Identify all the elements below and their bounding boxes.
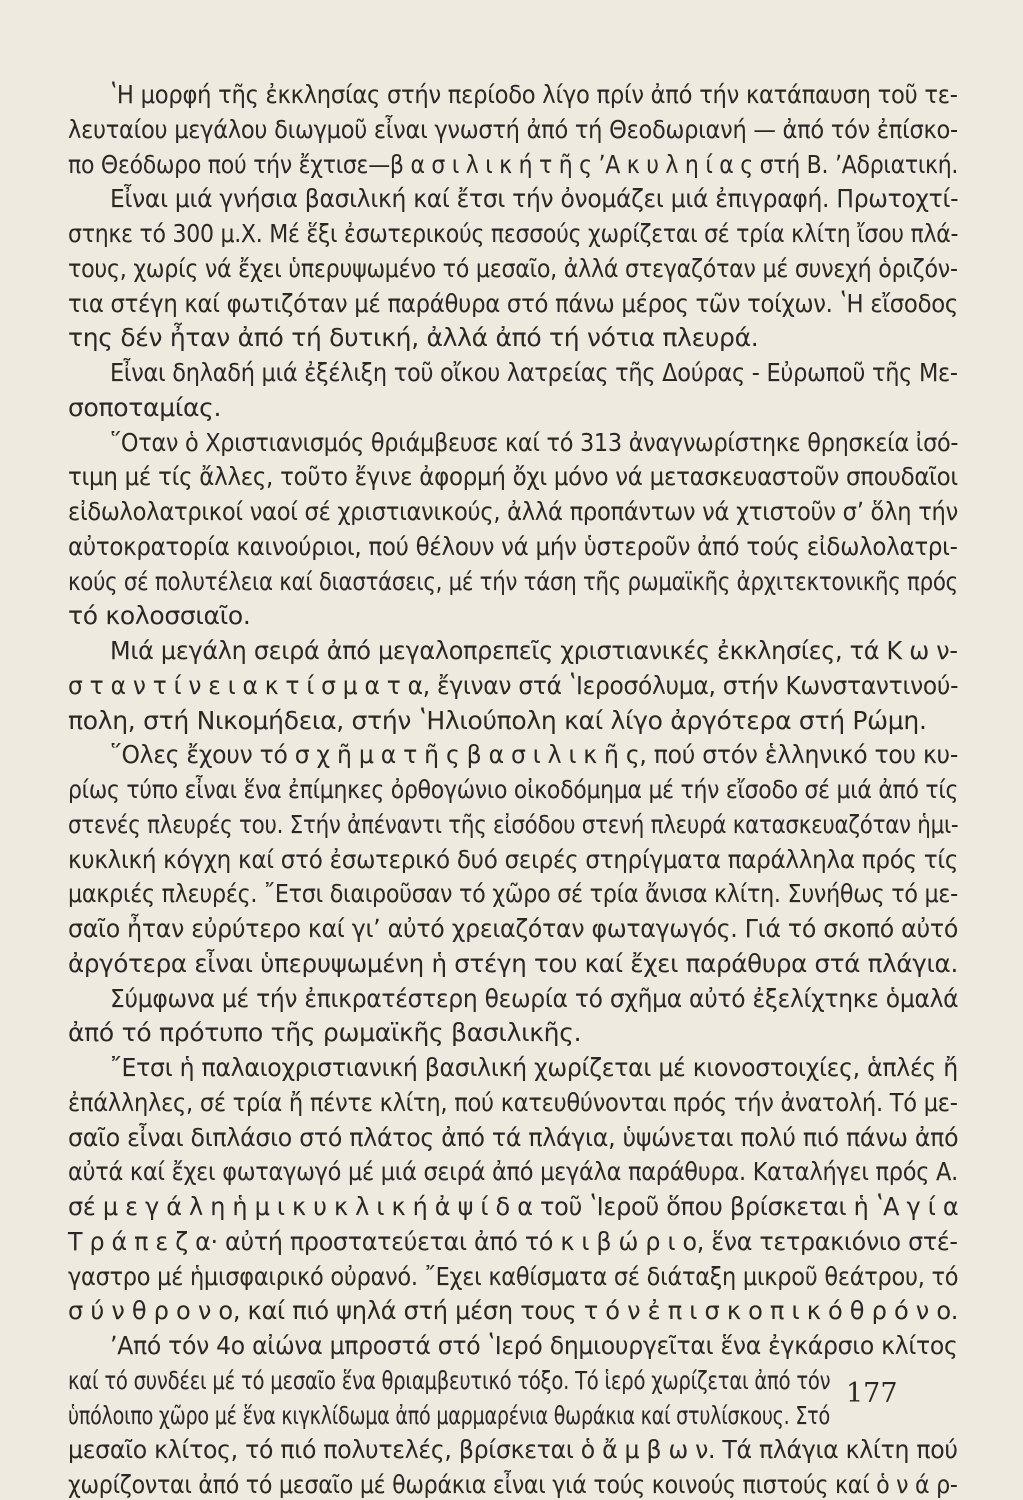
text-line: μακριές πλευρές. ῎Ετσι διαιροῦσαν τό χῶρο σέ τρία ἄνισα κλίτη. Συνήθως τό με- bbox=[68, 879, 958, 908]
text-line: Μιά μεγάλη σειρά ἀπό μεγαλοπρεπεῖς χριστιανικές ἐκκλησίες, τά Κ ω ν- bbox=[110, 636, 958, 665]
text-line: ῎Ετσι ἡ παλαιοχριστιανική βασιλική χωρίζεται μέ κιονοστοιχίες, ἁπλές ἤ bbox=[110, 1053, 958, 1082]
text-line: σ τ α ν τ ί ν ε ι α κ τ ί σ μ α τ α, ἔγιναν στά ʽΙεροσόλυμα, στήν Κωνσταντινού- bbox=[68, 671, 959, 700]
text-line: ὑπόλοιπο χῶρο μέ ἕνα κιγκλίδωμα ἀπό μαρμαρένια θωράκια καί στυλίσκους. Στό bbox=[68, 1401, 830, 1430]
text-line: σαῖο εἶναι διπλάσιο στό πλάτος ἀπό τά πλάγια, ὑψώνεται πολύ πιό πάνω ἀπό bbox=[68, 1123, 959, 1152]
text-line: ἀπό τό πρότυπο τῆς ρωμαϊκῆς βασιλικῆς. bbox=[68, 1018, 582, 1047]
text-line: λευταίου μεγάλου διωγμοῦ εἶναι γνωστή ἀπό τή Θεοδωριανή — ἀπό τόν ἐπίσκο- bbox=[68, 115, 958, 144]
text-line: ἐπάλληλες, σέ τρία ἤ πέντε κλίτη, πού κατευθύνονται πρός τήν ἀνατολή. Τό με- bbox=[68, 1088, 958, 1117]
text-line: τους, χωρίς νά ἔχει ὑπερυψωμένο τό μεσαῖο, ἀλλά στεγαζόταν μέ συνεχή ὁριζόν- bbox=[68, 254, 958, 283]
text-line: μεσαῖο κλίτος, τό πιό πολυτελές, βρίσκεται ὁ ἄ μ β ω ν. Τά πλάγια κλίτη πού bbox=[68, 1435, 958, 1464]
text-line: σαῖο ἦταν εὐρύτερο καί γιʼ αὐτό χρειαζόταν φωταγωγός. Γιά τό σκοπό αὐτό bbox=[68, 914, 959, 943]
text-line: αὐτά καί ἔχει φωταγωγό μέ μιά σειρά ἀπό μεγάλα παράθυρα. Καταλήγει πρός Α. bbox=[68, 1157, 958, 1186]
text-line: ʼΑπό τόν 4ο αἰώνα μπροστά στό ʽΙερό δημιουργεῖται ἕνα ἐγκάρσιο κλίτος bbox=[110, 1331, 958, 1360]
text-line: χωρίζονται ἀπό τό μεσαῖο μέ θωράκια εἶναι γιά τούς κοινούς πιστούς καί ὁ ν ά ρ- bbox=[68, 1470, 958, 1499]
text-line: στηκε τό 300 μ.Χ. Μέ ἕξι ἐσωτερικούς πεσσούς χωρίζεται σέ τρία κλίτη ἴσου πλά- bbox=[68, 219, 959, 248]
text-line: Εἶναι δηλαδή μιά ἐξέλιξη τοῦ οἴκου λατρείας τῆς Δούρας - Εὐρωποῦ τῆς Με- bbox=[110, 358, 958, 387]
text-line: πο Θεόδωρο πού τήν ἔχτισε—β α σ ι λ ι κ ή τ ῆ ς ʼΑ κ υ λ η ί α ς στή Β. ʼΑδριατική. bbox=[68, 150, 959, 179]
text-line: σοποταμίας. bbox=[68, 393, 222, 422]
text-line: κυκλική κόγχη καί στό ἐσωτερικό δυό σειρές στηρίγματα παράλληλα πρός τίς bbox=[68, 845, 959, 874]
text-line: ῞Οταν ὁ Χριστιανισμός θριάμβευσε καί τό 313 ἀναγνωρίστηκε θρησκεία ἰσό- bbox=[110, 428, 959, 457]
text-line: ρίως τύπο εἶναι ἕνα ἐπίμηκες ὀρθογώνιο οἰκοδόμημα μέ τήν εἴσοδο σέ μιά ἀπό τίς bbox=[68, 775, 959, 804]
text-line: εἰδωλολατρικοί ναοί σέ χριστιανικούς, ἀλλά προπάντων νά χτιστοῦν σʼ ὅλη τήν bbox=[68, 497, 958, 526]
text-line: Τ ρ ά π ε ζ α· αὐτή προστατεύεται ἀπό τό κ ι β ώ ρ ι ο, ἕνα τετρακιόνιο στέ- bbox=[68, 1227, 958, 1256]
text-line: της δέν ἦταν ἀπό τή δυτική, ἀλλά ἀπό τή νότια πλευρά. bbox=[68, 323, 759, 352]
text-line: γαστρο μέ ἡμισφαιρικό οὐρανό. ῎Εχει καθίσματα σέ διάταξη μικροῦ θεάτρου, τό bbox=[68, 1262, 959, 1291]
text-line: πολη, στή Νικομήδεια, στήν ʽΗλιούπολη καί λίγο ἀργότερα στή Ρώμη. bbox=[68, 706, 927, 735]
text-line: σέ μ ε γ ά λ η ἡ μ ι κ υ κ λ ι κ ή ἀ ψ ί δ α τοῦ ʽΙεροῦ ὅπου βρίσκεται ἡ ʽΑ γ ί α bbox=[68, 1192, 959, 1221]
text-line: τιμη μέ τίς ἄλλες, τοῦτο ἔγινε ἀφορμή ὄχι μόνο νά μετασκευαστοῦν σπουδαῖοι bbox=[68, 462, 958, 491]
text-line: σ ύ ν θ ρ ο ν ο, καί πιό ψηλά στή μέση τους τ ό ν ἐ π ι σ κ ο π ι κ ό θ ρ ό ν ο. bbox=[68, 1296, 959, 1325]
text-line: καί τό συνδέει μέ τό μεσαῖο ἕνα θριαμβευτικό τόξο. Τό ἱερό χωρίζεται ἀπό τόν bbox=[68, 1366, 831, 1395]
text-line: ἀργότερα εἶναι ὑπερυψωμένη ἡ στέγη του καί ἔχει παράθυρα στά πλάγια. bbox=[68, 949, 958, 978]
text-line: Εἶναι μιά γνήσια βασιλική καί ἔτσι τήν ὀνομάζει μιά ἐπιγραφή. Πρωτοχτί- bbox=[110, 184, 959, 213]
text-line: ῞Ολες ἔχουν τό σ χ ῆ μ α τ ῆ ς β α σ ι λ ι κ ῆ ς, πού στόν ἑλληνικό του κυ- bbox=[110, 740, 959, 769]
text-line: αὐτοκρατορία καινούριοι, πού θέλουν νά μήν ὑστεροῦν ἀπό τούς εἰδωλολατρι- bbox=[68, 532, 958, 561]
text-line: κούς σέ πολυτέλεια καί διαστάσεις, μέ τήν τάση τῆς ρωμαϊκῆς ἀρχιτεκτονικῆς πρός bbox=[68, 567, 958, 596]
page-number: 177 bbox=[846, 1378, 898, 1409]
text-line: στενές πλευρές του. Στήν ἀπέναντι τῆς εἰσόδου στενή πλευρά κατασκευαζόταν ἡμι- bbox=[68, 810, 959, 839]
text-line: Σύμφωνα μέ τήν ἐπικρατέστερη θεωρία τό σχῆμα αὐτό ἐξελίχτηκε ὁμαλά bbox=[110, 984, 959, 1013]
text-line: τό κολοσσιαῖο. bbox=[68, 601, 251, 630]
text-line: τια στέγη καί φωτιζόταν μέ παράθυρα στό πάνω μέρος τῶν τοίχων. ʽΗ εἴσοδος bbox=[68, 289, 958, 318]
text-line: ʽΗ μορφή τῆς ἐκκλησίας στήν περίοδο λίγο πρίν ἀπό τήν κατάπαυση τοῦ τε- bbox=[110, 80, 958, 109]
